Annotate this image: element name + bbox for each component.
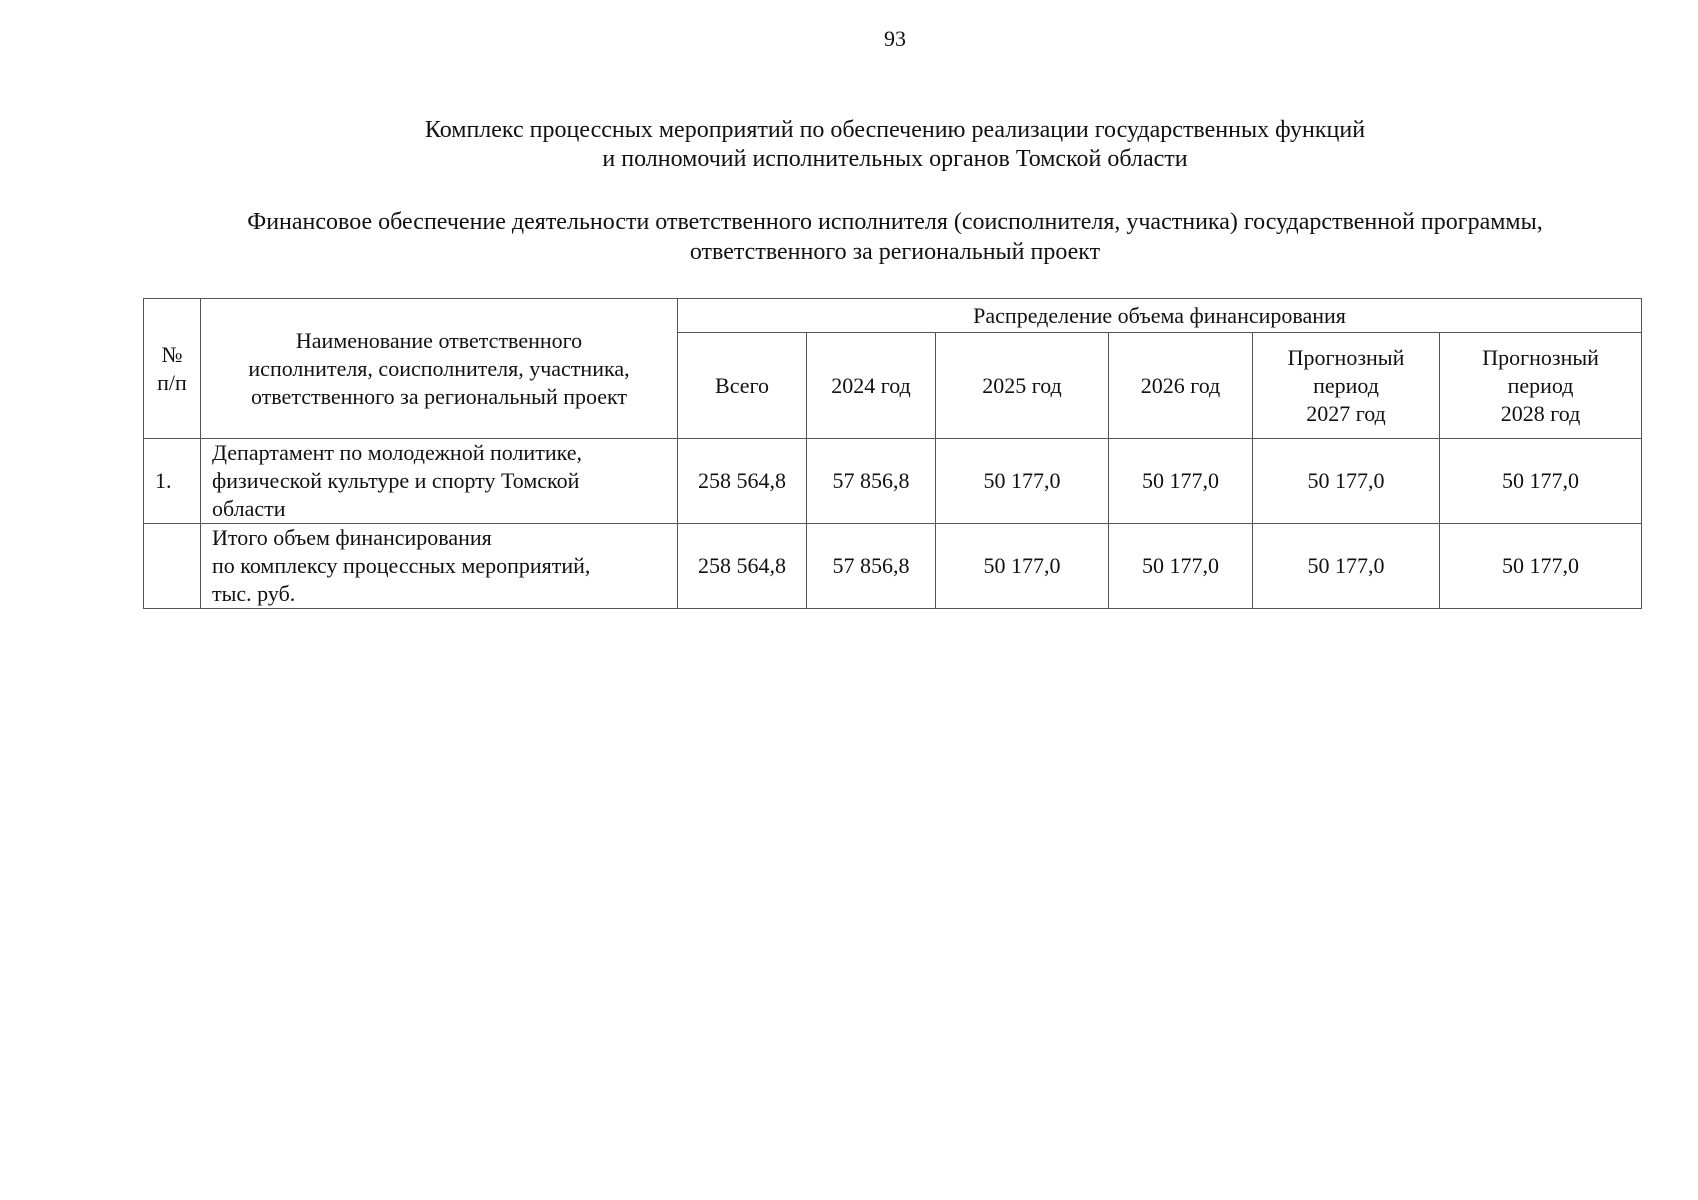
financing-table <box>143 298 1642 609</box>
row-executor-name: Департамент по молодежной политике, физической культуре и спорту Томской области <box>201 439 678 524</box>
row-2028: 50 177,0 <box>1440 439 1642 524</box>
page-number: 93 <box>884 26 906 51</box>
row-executor-name: Итого объем финансирования по комплексу процессных мероприятий, тыс. руб. <box>201 524 678 609</box>
row-2026: 50 177,0 <box>1109 524 1253 609</box>
header-executor-name: Наименование ответственного исполнителя, соисполнителя, участника, ответственного за региональный проект <box>201 299 678 439</box>
header-number: № п/п <box>144 299 201 439</box>
row-2025: 50 177,0 <box>936 524 1109 609</box>
header-2026: 2026 год <box>1109 333 1253 439</box>
header-total: Всего <box>678 333 807 439</box>
header-2024: 2024 год <box>807 333 936 439</box>
header-2027: Прогнозный период 2027 год <box>1253 333 1440 439</box>
row-number <box>144 524 201 609</box>
table-row-total <box>144 524 1642 609</box>
row-number: 1. <box>144 439 201 524</box>
row-2028: 50 177,0 <box>1440 524 1642 609</box>
row-2027: 50 177,0 <box>1253 524 1440 609</box>
row-2025: 50 177,0 <box>936 439 1109 524</box>
document-subtitle-line-2: ответственного за региональный проект <box>689 239 1101 265</box>
table-row <box>144 439 1642 524</box>
row-2027: 50 177,0 <box>1253 439 1440 524</box>
row-total: 258 564,8 <box>678 439 807 524</box>
header-2028: Прогнозный период 2028 год <box>1440 333 1642 439</box>
document-title <box>0 116 1698 174</box>
header-2025: 2025 год <box>936 333 1109 439</box>
document-title-line-2: и полномочий исполнительных органов Томской области <box>602 146 1188 172</box>
row-2026: 50 177,0 <box>1109 439 1253 524</box>
table-header-row <box>144 299 1642 333</box>
row-total: 258 564,8 <box>678 524 807 609</box>
document-title-line-1: Комплекс процессных мероприятий по обеспечению реализации государственных функций <box>424 117 1366 143</box>
header-distribution: Распределение объема финансирования <box>678 299 1642 333</box>
row-2024: 57 856,8 <box>807 524 936 609</box>
document-subtitle-line-1: Финансовое обеспечение деятельности ответственного исполнителя (соисполнителя, участника) государственной программы, <box>247 209 1543 235</box>
document-subtitle <box>0 207 1698 267</box>
row-2024: 57 856,8 <box>807 439 936 524</box>
